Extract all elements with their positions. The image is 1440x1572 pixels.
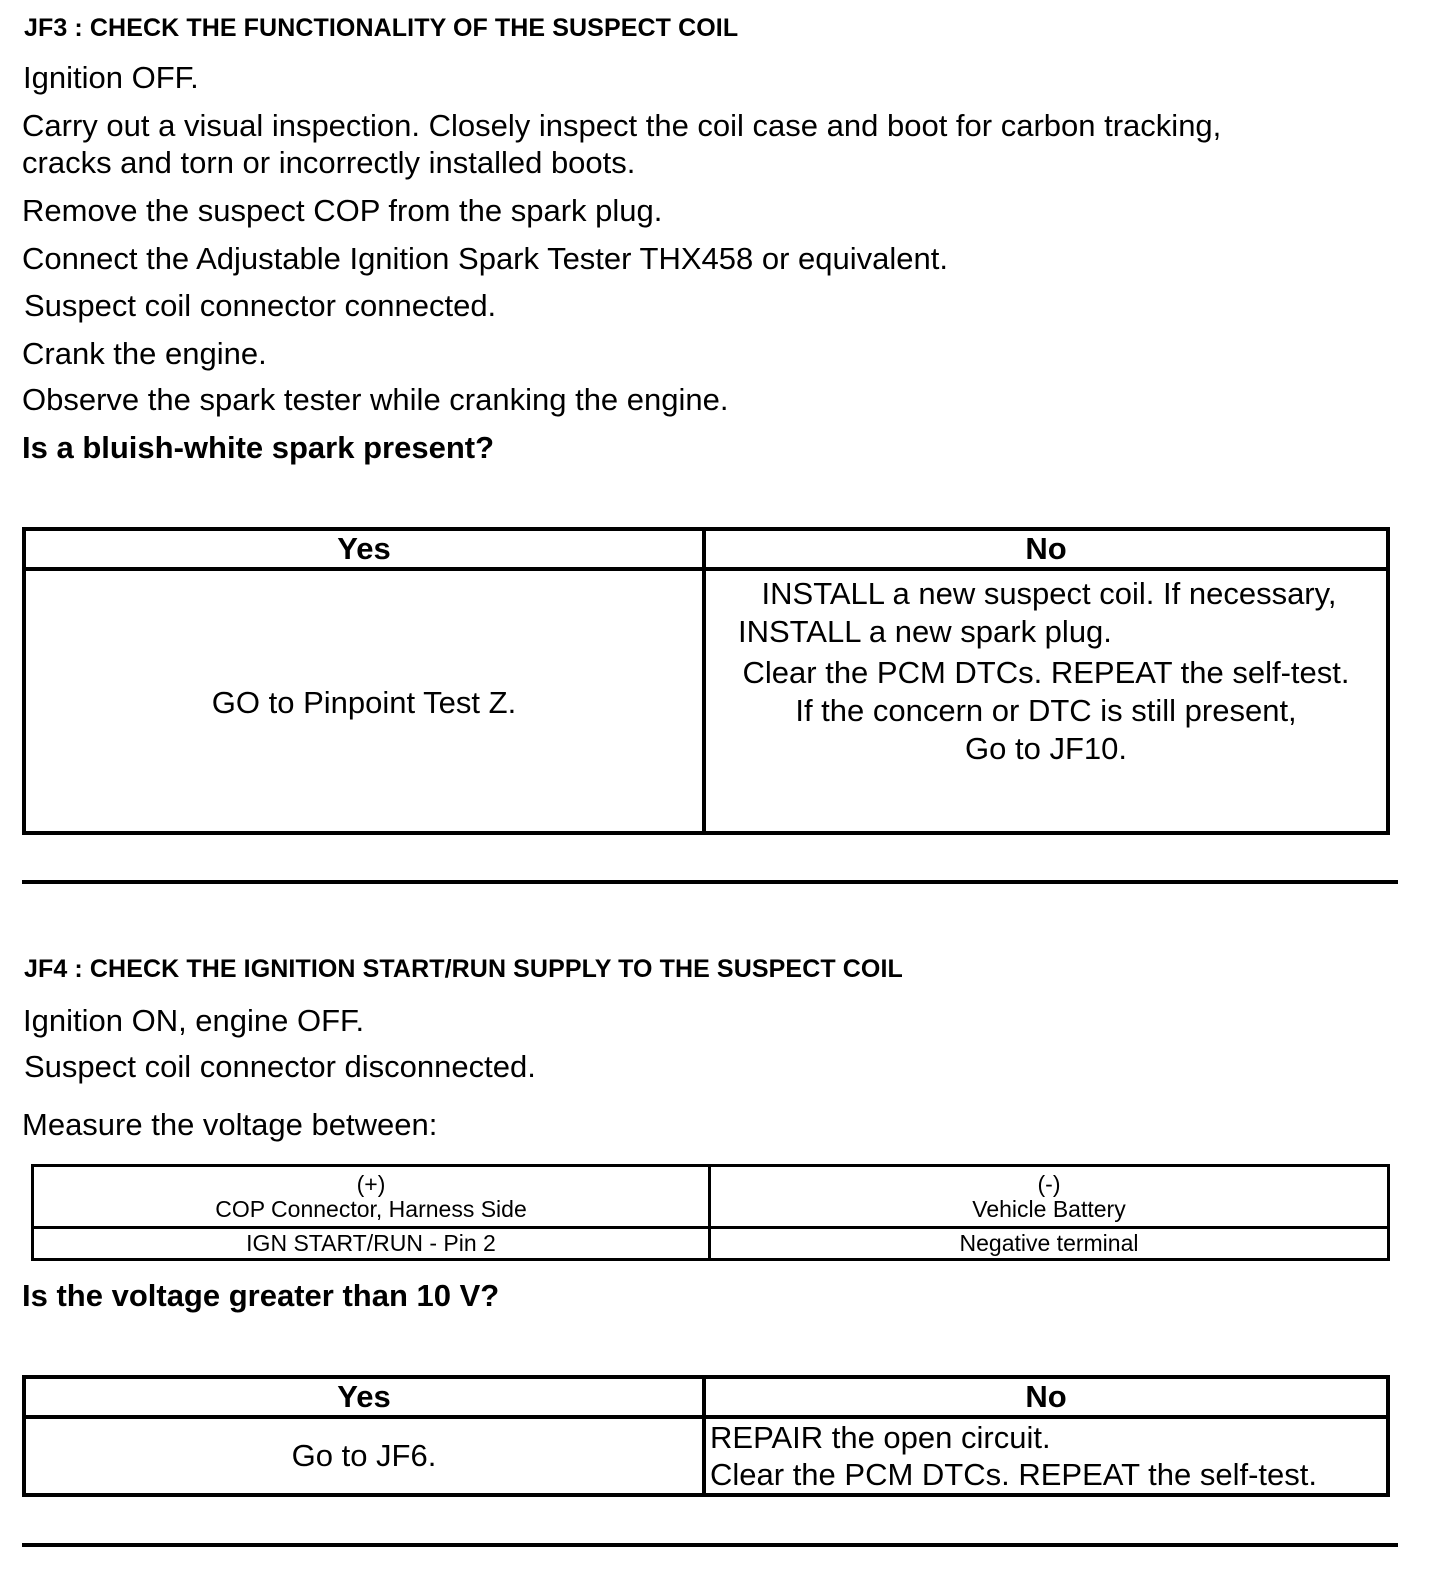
jf4-measure-table xyxy=(31,1164,1390,1261)
jf3-step-crank-engine: Crank the engine. xyxy=(22,336,267,371)
jf4-positive-symbol: (+) xyxy=(356,1170,386,1197)
jf3-no-header: No xyxy=(704,529,1388,569)
jf3-heading: JF3 : CHECK THE FUNCTIONALITY OF THE SUSPECT COIL xyxy=(24,14,739,42)
jf4-negative-label: Vehicle Battery xyxy=(972,1195,1126,1222)
jf4-positive-label: COP Connector, Harness Side xyxy=(215,1195,527,1222)
jf4-yes-action: Go to JF6. xyxy=(24,1417,704,1495)
jf4-negative-point: Negative terminal xyxy=(710,1228,1389,1260)
jf3-result-table xyxy=(22,527,1390,835)
jf3-step-ignition-off: Ignition OFF. xyxy=(23,60,199,95)
jf3-no-action-line: Go to JF10. xyxy=(965,731,1127,766)
jf3-step-visual-inspection-cont: cracks and torn or incorrectly installed boots. xyxy=(22,145,636,180)
jf4-no-action xyxy=(704,1417,1388,1495)
jf4-step-connector-disconnected: Suspect coil connector disconnected. xyxy=(24,1049,536,1084)
jf3-step-connector-connected: Suspect coil connector connected. xyxy=(24,288,497,323)
jf4-no-action-line: Clear the PCM DTCs. REPEAT the self-test. xyxy=(710,1457,1317,1492)
jf4-no-header: No xyxy=(704,1377,1388,1417)
section-divider xyxy=(22,1543,1398,1547)
jf3-no-action xyxy=(704,569,1388,833)
jf4-positive-header xyxy=(33,1166,710,1228)
jf4-yes-header: Yes xyxy=(24,1377,704,1417)
jf3-yes-action: GO to Pinpoint Test Z. xyxy=(24,569,704,833)
jf4-step-ignition-on: Ignition ON, engine OFF. xyxy=(23,1003,365,1038)
section-divider xyxy=(22,880,1398,884)
jf4-heading: JF4 : CHECK THE IGNITION START/RUN SUPPLY TO THE SUSPECT COIL xyxy=(24,955,903,983)
jf4-no-action-line: REPAIR the open circuit. xyxy=(710,1420,1051,1455)
jf3-no-action-line: INSTALL a new spark plug. xyxy=(738,614,1112,649)
jf3-step-connect-tester: Connect the Adjustable Ignition Spark Tester THX458 or equivalent. xyxy=(22,241,948,276)
jf4-negative-symbol: (-) xyxy=(1037,1170,1061,1197)
jf3-step-remove-cop: Remove the suspect COP from the spark plug. xyxy=(22,193,663,228)
jf3-yes-header: Yes xyxy=(24,529,704,569)
jf3-step-visual-inspection: Carry out a visual inspection. Closely inspect the coil case and boot for carbon tracking, xyxy=(22,108,1222,143)
jf4-negative-header xyxy=(710,1166,1389,1228)
jf3-no-action-line: Clear the PCM DTCs. REPEAT the self-test. xyxy=(742,655,1350,690)
jf4-result-table xyxy=(22,1375,1390,1497)
jf3-no-action-line: INSTALL a new suspect coil. If necessary, xyxy=(761,576,1337,611)
jf3-no-action-line: If the concern or DTC is still present, xyxy=(795,693,1297,728)
jf3-question: Is a bluish-white spark present? xyxy=(22,430,495,465)
jf3-step-observe-tester: Observe the spark tester while cranking the engine. xyxy=(22,382,729,417)
jf4-measure-intro: Measure the voltage between: xyxy=(22,1107,438,1142)
jf4-question: Is the voltage greater than 10 V? xyxy=(22,1278,500,1313)
jf4-positive-point: IGN START/RUN - Pin 2 xyxy=(33,1228,710,1260)
